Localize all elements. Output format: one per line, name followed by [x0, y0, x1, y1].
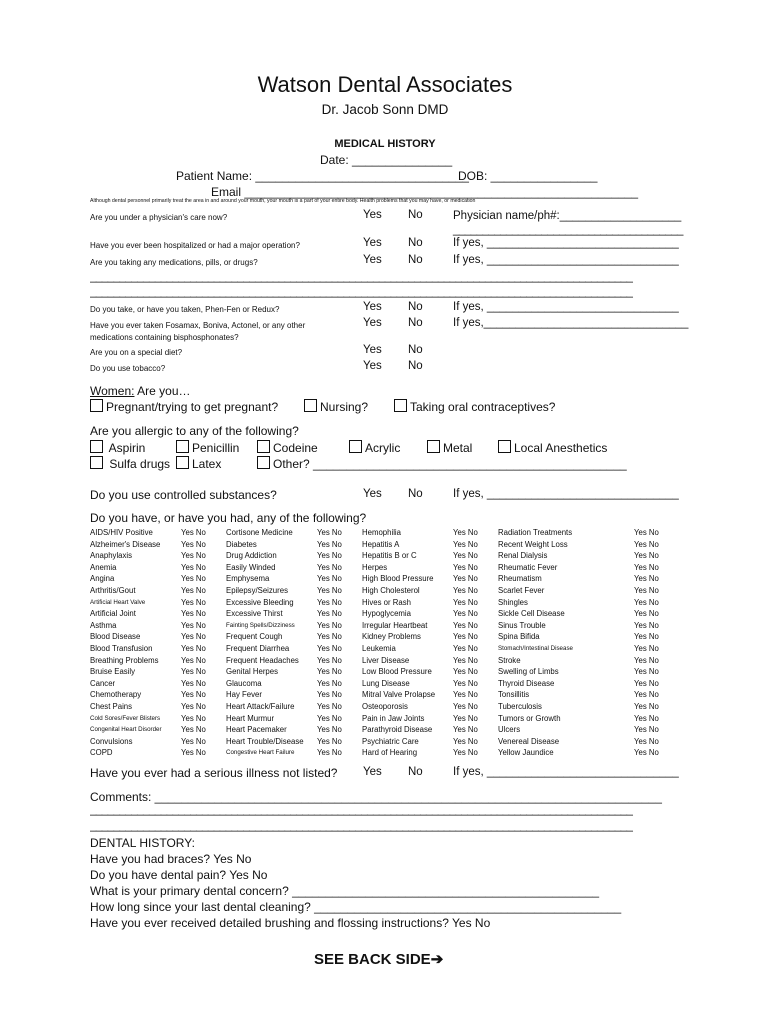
comments-field[interactable]: Comments: ____________________________________________________________________________ — [90, 790, 662, 804]
condition-label: Thyroid Disease — [498, 678, 555, 688]
condition-yes-no[interactable]: Yes No — [453, 748, 478, 758]
condition-label: Blood Transfusion — [90, 644, 153, 653]
condition-yes-no[interactable]: Yes No — [453, 528, 478, 537]
physician-field-line2[interactable]: _______________________________________ — [453, 224, 683, 236]
condition-yes-no[interactable]: Yes No — [317, 620, 342, 630]
condition-label: Excessive Thirst — [226, 609, 283, 619]
condition-yes-no[interactable]: Yes No — [634, 620, 659, 630]
condition-label: Congenital Heart Disorder — [90, 726, 162, 734]
blank-line[interactable]: ____________________________________________________________________________________________ — [90, 804, 633, 816]
question-hospitalized: Have you ever been hospitalized or had a major operation? — [90, 241, 300, 250]
condition-yes-no[interactable]: Yes No — [634, 713, 659, 723]
condition-yes-no[interactable]: Yes No — [317, 725, 342, 735]
condition-label: Fainting Spells/Dizziness — [226, 621, 295, 629]
condition-yes-no[interactable]: Yes No — [634, 702, 659, 711]
condition-label: High Blood Pressure — [362, 574, 434, 584]
allergy-codeine[interactable] — [257, 440, 318, 455]
condition-yes-no[interactable]: Yes No — [634, 678, 659, 688]
no-option[interactable]: No — [408, 317, 423, 329]
question-medications: Are you taking any medications, pills, or drugs? — [90, 258, 258, 267]
question-fosamax: Have you ever taken Fosamax, Boniva, Actonel, or any other — [90, 321, 306, 330]
checkbox[interactable] — [176, 440, 189, 453]
condition-label: Hepatitis A — [362, 539, 400, 549]
condition-label: Renal Dialysis — [498, 551, 548, 561]
condition-yes-no[interactable]: Yes No — [317, 597, 342, 607]
condition-label: Pain in Jaw Joints — [362, 713, 425, 723]
condition-label: Glaucoma — [226, 678, 262, 688]
question-diet: Are you on a special diet? — [90, 348, 183, 357]
condition-yes-no[interactable]: Yes No — [634, 551, 659, 561]
condition-label: Chemotherapy — [90, 690, 142, 700]
condition-label: Artificial Heart Valve — [90, 598, 146, 606]
condition-label: Convulsions — [90, 736, 133, 746]
condition-label: Genital Herpes — [226, 667, 279, 677]
condition-yes-no[interactable]: Yes No — [317, 736, 342, 746]
physician-field[interactable]: Physician name/ph#:___________________ — [453, 210, 682, 222]
condition-yes-no[interactable]: Yes No — [181, 690, 206, 700]
condition-yes-no[interactable]: Yes No — [453, 667, 478, 677]
dental-heading: DENTAL HISTORY: — [90, 836, 195, 850]
allergy-other[interactable] — [257, 456, 627, 471]
condition-label: Rheumatic Fever — [498, 562, 558, 572]
dental-concern[interactable]: What is your primary dental concern? ______________________________________________ — [90, 884, 600, 898]
see-back-side: SEE BACK SIDE➔ — [314, 951, 444, 968]
condition-yes-no[interactable]: Yes No — [181, 539, 206, 549]
condition-label: Chest Pains — [90, 702, 133, 711]
yes-option[interactable]: Yes — [363, 301, 382, 313]
allergy-label: Penicillin — [192, 441, 240, 455]
dental-pain[interactable]: Do you have dental pain? Yes No — [90, 868, 268, 882]
condition-label: Asthma — [90, 620, 117, 630]
condition-yes-no[interactable]: Yes No — [634, 597, 659, 607]
condition-yes-no[interactable]: Yes No — [634, 574, 659, 584]
condition-yes-no[interactable]: Yes No — [181, 713, 206, 723]
condition-yes-no[interactable]: Yes No — [317, 702, 342, 711]
yes-option[interactable]: Yes — [363, 317, 382, 329]
blank-line[interactable]: ____________________________________________________________________________________________ — [90, 286, 633, 298]
condition-label: Rheumatism — [498, 574, 542, 584]
dental-brushing[interactable]: Have you ever received detailed brushing and flossing instructions? Yes No — [90, 916, 491, 930]
condition-label: Hypoglycemia — [362, 609, 411, 619]
condition-label: Radiation Treatments — [498, 528, 573, 537]
condition-yes-no[interactable]: Yes No — [453, 586, 478, 595]
condition-yes-no[interactable]: Yes No — [453, 713, 478, 723]
checkbox[interactable] — [257, 440, 270, 453]
blank-line[interactable]: ____________________________________________________________________________________________ — [90, 820, 633, 832]
question-tobacco: Do you use tobacco? — [90, 364, 166, 373]
condition-yes-no[interactable]: Yes No — [181, 748, 206, 758]
condition-label: Low Blood Pressure — [362, 667, 432, 677]
condition-yes-no[interactable]: Yes No — [181, 551, 206, 561]
disclaimer: Although dental personnel primarily treat the area in and around your mouth, your mouth is a part of your entire body. Health problems that you may have, or medication — [90, 198, 476, 204]
condition-label: Mitral Valve Prolapse — [362, 690, 436, 700]
condition-yes-no[interactable]: Yes No — [181, 574, 206, 584]
condition-yes-no[interactable]: Yes No — [453, 690, 478, 700]
condition-label: Hay Fever — [226, 690, 262, 700]
condition-label: Ulcers — [498, 725, 521, 735]
if-yes-field[interactable]: If yes, ______________________________ — [453, 766, 679, 778]
yes-option[interactable]: Yes — [363, 766, 382, 778]
condition-label: Blood Disease — [90, 632, 141, 642]
contraceptives-option[interactable] — [394, 399, 555, 414]
condition-yes-no[interactable]: Yes No — [317, 539, 342, 549]
condition-yes-no[interactable]: Yes No — [453, 632, 478, 642]
condition-yes-no[interactable]: Yes No — [453, 562, 478, 572]
no-option[interactable]: No — [408, 301, 423, 313]
condition-label: Yellow Jaundice — [498, 748, 554, 758]
condition-label: Easily Winded — [226, 562, 276, 572]
allergy-sulfa[interactable] — [90, 456, 170, 471]
condition-yes-no[interactable]: Yes No — [453, 678, 478, 688]
condition-label: Heart Pacemaker — [226, 725, 287, 735]
condition-label: Hives or Rash — [362, 597, 411, 607]
condition-label: Osteoporosis — [362, 702, 408, 711]
checkbox[interactable] — [90, 456, 103, 469]
condition-label: Stomach/Intestinal Disease — [498, 645, 573, 652]
checkbox[interactable] — [427, 440, 440, 453]
condition-label: Diabetes — [226, 539, 257, 549]
allergy-acrylic[interactable] — [349, 440, 400, 455]
condition-label: Lung Disease — [362, 678, 410, 688]
condition-yes-no[interactable]: Yes No — [317, 632, 342, 642]
condition-label: Tumors or Growth — [498, 713, 561, 723]
if-yes-field[interactable]: If yes, ______________________________ — [453, 237, 679, 249]
condition-label: Anaphylaxis — [90, 551, 133, 561]
allergy-label: Local Anesthetics — [514, 441, 608, 455]
condition-yes-no[interactable]: Yes No — [181, 562, 206, 572]
condition-yes-no[interactable]: Yes No — [181, 620, 206, 630]
condition-label: Sinus Trouble — [498, 620, 546, 630]
blank-line[interactable]: ____________________________________________________________________________________________ — [90, 271, 633, 283]
condition-yes-no[interactable]: Yes No — [317, 678, 342, 688]
nursing-option[interactable] — [304, 399, 368, 414]
allergy-penicillin[interactable] — [176, 440, 239, 455]
checkbox[interactable] — [349, 440, 362, 453]
allergy-label: Metal — [443, 441, 473, 455]
if-yes-field[interactable]: If yes,________________________________ — [453, 317, 689, 329]
if-yes-field[interactable]: If yes, ______________________________ — [453, 254, 679, 266]
condition-label: Cancer — [90, 678, 116, 688]
condition-yes-no[interactable]: Yes No — [453, 644, 478, 653]
condition-label: Angina — [90, 574, 115, 584]
checkbox[interactable] — [90, 399, 103, 412]
condition-label: Shingles — [498, 597, 528, 607]
email-field[interactable]: Email ___________________________________________________________ — [211, 185, 639, 199]
question-controlled: Do you use controlled substances? — [90, 488, 277, 502]
if-yes-field[interactable]: If yes, ______________________________ — [453, 488, 679, 500]
women-label: Women: — [90, 384, 135, 398]
condition-yes-no[interactable]: Yes No — [453, 574, 478, 584]
checkbox[interactable] — [498, 440, 511, 453]
condition-label: Herpes — [362, 562, 388, 572]
condition-yes-no[interactable]: Yes No — [453, 539, 478, 549]
checkbox[interactable] — [176, 456, 189, 469]
nursing-label: Nursing? — [320, 400, 369, 414]
condition-label: Cortisone Medicine — [226, 528, 293, 537]
patient-name-field[interactable]: Patient Name: ________________________________ — [176, 169, 469, 183]
no-option[interactable]: No — [408, 360, 423, 372]
practice-title: Watson Dental Associates — [257, 72, 513, 97]
question-serious-illness: Have you ever had a serious illness not listed? — [90, 766, 338, 780]
condition-yes-no[interactable]: Yes No — [317, 574, 342, 584]
condition-yes-no[interactable]: Yes No — [453, 655, 478, 665]
condition-label: Emphysema — [226, 574, 270, 584]
condition-label: Excessive Bleeding — [226, 597, 294, 607]
date-field[interactable]: Date: _______________ — [320, 153, 453, 167]
condition-yes-no[interactable]: Yes No — [453, 551, 478, 561]
condition-label: Tonsillitis — [498, 690, 530, 700]
condition-yes-no[interactable]: Yes No — [634, 609, 659, 619]
condition-yes-no[interactable]: Yes No — [317, 690, 342, 700]
no-option[interactable]: No — [408, 488, 423, 500]
yes-option[interactable]: Yes — [363, 488, 382, 500]
yes-option[interactable]: Yes — [363, 209, 382, 221]
condition-yes-no[interactable]: Yes No — [317, 528, 342, 537]
if-yes-field[interactable]: If yes, ______________________________ — [453, 301, 679, 313]
allergy-label: Sulfa drugs — [109, 457, 171, 471]
condition-label: Hard of Hearing — [362, 748, 418, 758]
condition-label: Psychiatric Care — [362, 736, 419, 746]
women-question: Are you… — [134, 384, 191, 398]
condition-yes-no[interactable]: Yes No — [181, 609, 206, 619]
condition-label: Leukemia — [362, 644, 396, 653]
condition-label: Stroke — [498, 655, 521, 665]
section-title: MEDICAL HISTORY — [334, 138, 436, 150]
allergy-label: Latex — [192, 457, 222, 471]
condition-yes-no[interactable]: Yes No — [634, 655, 659, 665]
condition-yes-no[interactable]: Yes No — [634, 562, 659, 572]
allergy-latex[interactable] — [176, 456, 221, 471]
condition-yes-no[interactable]: Yes No — [181, 586, 206, 595]
no-option[interactable]: No — [408, 766, 423, 778]
condition-label: Breathing Problems — [90, 655, 159, 665]
condition-yes-no[interactable]: Yes No — [181, 736, 206, 746]
condition-yes-no[interactable]: Yes No — [634, 667, 659, 677]
yes-option[interactable]: Yes — [363, 254, 382, 266]
condition-yes-no[interactable]: Yes No — [453, 702, 478, 711]
conditions-heading: Do you have, or have you had, any of the following? — [90, 511, 367, 525]
no-option[interactable]: No — [408, 344, 423, 356]
condition-label: Heart Murmur — [226, 713, 275, 723]
allergy-label: Aspirin — [108, 441, 146, 455]
no-option[interactable]: No — [408, 209, 423, 221]
condition-yes-no[interactable]: Yes No — [181, 644, 206, 653]
condition-label: Liver Disease — [362, 655, 410, 665]
checkbox[interactable] — [90, 440, 103, 453]
yes-option[interactable]: Yes — [363, 237, 382, 249]
condition-yes-no[interactable]: Yes No — [317, 562, 342, 572]
condition-label: Artificial Joint — [90, 609, 136, 619]
condition-yes-no[interactable]: Yes No — [317, 609, 342, 619]
condition-label: Hepatitis B or C — [362, 551, 417, 561]
condition-label: Frequent Diarrhea — [226, 644, 290, 653]
condition-label: Tuberculosis — [498, 702, 542, 711]
question-physician: Are you under a physician's care now? — [90, 213, 228, 222]
condition-yes-no[interactable]: Yes No — [634, 632, 659, 642]
condition-yes-no[interactable]: Yes No — [634, 586, 659, 595]
allergy-heading: Are you allergic to any of the following? — [90, 424, 299, 438]
condition-label: Alzheimer's Disease — [90, 539, 161, 549]
condition-yes-no[interactable]: Yes No — [453, 609, 478, 619]
condition-label: Drug Addiction — [226, 551, 277, 561]
allergy-local-anesthetics[interactable] — [498, 440, 607, 455]
condition-label: Kidney Problems — [362, 632, 421, 642]
condition-label: Sickle Cell Disease — [498, 609, 565, 619]
condition-label: Recent Weight Loss — [498, 539, 568, 549]
women-heading — [90, 384, 191, 398]
checkbox[interactable] — [304, 399, 317, 412]
allergy-label: Codeine — [273, 441, 318, 455]
condition-yes-no[interactable]: Yes No — [181, 702, 206, 711]
condition-yes-no[interactable]: Yes No — [317, 667, 342, 677]
yes-option[interactable]: Yes — [363, 360, 382, 372]
condition-yes-no[interactable]: Yes No — [317, 713, 342, 723]
condition-label: Frequent Cough — [226, 632, 283, 642]
condition-label: COPD — [90, 748, 113, 758]
allergy-metal[interactable] — [427, 440, 472, 455]
allergy-label: Other? _______________________________________________ — [273, 457, 627, 471]
condition-label: Frequent Headaches — [226, 655, 299, 665]
condition-yes-no[interactable]: Yes No — [453, 725, 478, 735]
condition-label: Venereal Disease — [498, 736, 560, 746]
dental-braces[interactable]: Have you had braces? Yes No — [90, 852, 252, 866]
condition-label: Scarlet Fever — [498, 586, 545, 595]
condition-label: Heart Attack/Failure — [226, 702, 295, 711]
condition-yes-no[interactable]: Yes No — [453, 597, 478, 607]
condition-yes-no[interactable]: Yes No — [317, 748, 342, 758]
condition-label: Spina Bifida — [498, 632, 540, 642]
condition-yes-no[interactable]: Yes No — [453, 620, 478, 630]
condition-yes-no[interactable]: Yes No — [181, 632, 206, 642]
condition-yes-no[interactable]: Yes No — [453, 736, 478, 746]
checkbox[interactable] — [394, 399, 407, 412]
no-option[interactable]: No — [408, 254, 423, 266]
question-phen-fen: Do you take, or have you taken, Phen-Fen or Redux? — [90, 305, 280, 314]
pregnant-option[interactable] — [90, 399, 278, 414]
condition-yes-no[interactable]: Yes No — [317, 644, 342, 653]
allergy-aspirin[interactable] — [90, 440, 145, 455]
condition-label: Arthritis/Gout — [90, 586, 136, 595]
question-fosamax-line2: medications containing bisphosphonates? — [90, 333, 239, 342]
condition-label: Bruise Easily — [90, 667, 136, 677]
contraceptives-label: Taking oral contraceptives? — [410, 400, 556, 414]
condition-label: Cold Sores/Fever Blisters — [90, 714, 161, 722]
condition-yes-no[interactable]: Yes No — [634, 725, 659, 735]
pregnant-label: Pregnant/trying to get pregnant? — [106, 400, 279, 414]
condition-label: Anemia — [90, 562, 117, 572]
condition-label: High Cholesterol — [362, 586, 420, 595]
condition-yes-no[interactable]: Yes No — [634, 539, 659, 549]
condition-yes-no[interactable]: Yes No — [634, 736, 659, 746]
condition-label: Irregular Heartbeat — [362, 620, 428, 630]
allergy-label: Acrylic — [365, 441, 401, 455]
condition-label: AIDS/HIV Positive — [90, 528, 153, 537]
no-option[interactable]: No — [408, 237, 423, 249]
condition-yes-no[interactable]: Yes No — [181, 667, 206, 677]
condition-yes-no[interactable]: Yes No — [634, 748, 659, 758]
condition-yes-no[interactable]: Yes No — [634, 690, 659, 700]
condition-yes-no[interactable]: Yes No — [181, 725, 206, 735]
condition-yes-no[interactable]: Yes No — [181, 528, 206, 537]
condition-label: Heart Trouble/Disease — [226, 736, 304, 746]
checkbox[interactable] — [257, 456, 270, 469]
condition-yes-no[interactable]: Yes No — [317, 586, 342, 595]
dob-field[interactable]: DOB: ________________ — [458, 169, 598, 183]
condition-label: Epilepsy/Seizures — [226, 586, 288, 595]
condition-yes-no[interactable]: Yes No — [634, 644, 659, 653]
condition-label: Swelling of Limbs — [498, 667, 559, 677]
condition-label: Congestive Heart Failure — [226, 749, 295, 757]
condition-yes-no[interactable]: Yes No — [317, 551, 342, 561]
condition-label: Hemophilia — [362, 528, 402, 537]
condition-yes-no[interactable]: Yes No — [181, 597, 206, 607]
dental-cleaning[interactable]: How long since your last dental cleaning? ______________________________________________ — [90, 900, 622, 914]
condition-label: Parathyroid Disease — [362, 725, 433, 735]
condition-yes-no[interactable]: Yes No — [634, 528, 659, 537]
yes-option[interactable]: Yes — [363, 344, 382, 356]
doctor-name: Dr. Jacob Sonn DMD — [321, 102, 449, 117]
condition-yes-no[interactable]: Yes No — [181, 678, 206, 688]
condition-yes-no[interactable]: Yes No — [317, 655, 342, 665]
condition-yes-no[interactable]: Yes No — [181, 655, 206, 665]
